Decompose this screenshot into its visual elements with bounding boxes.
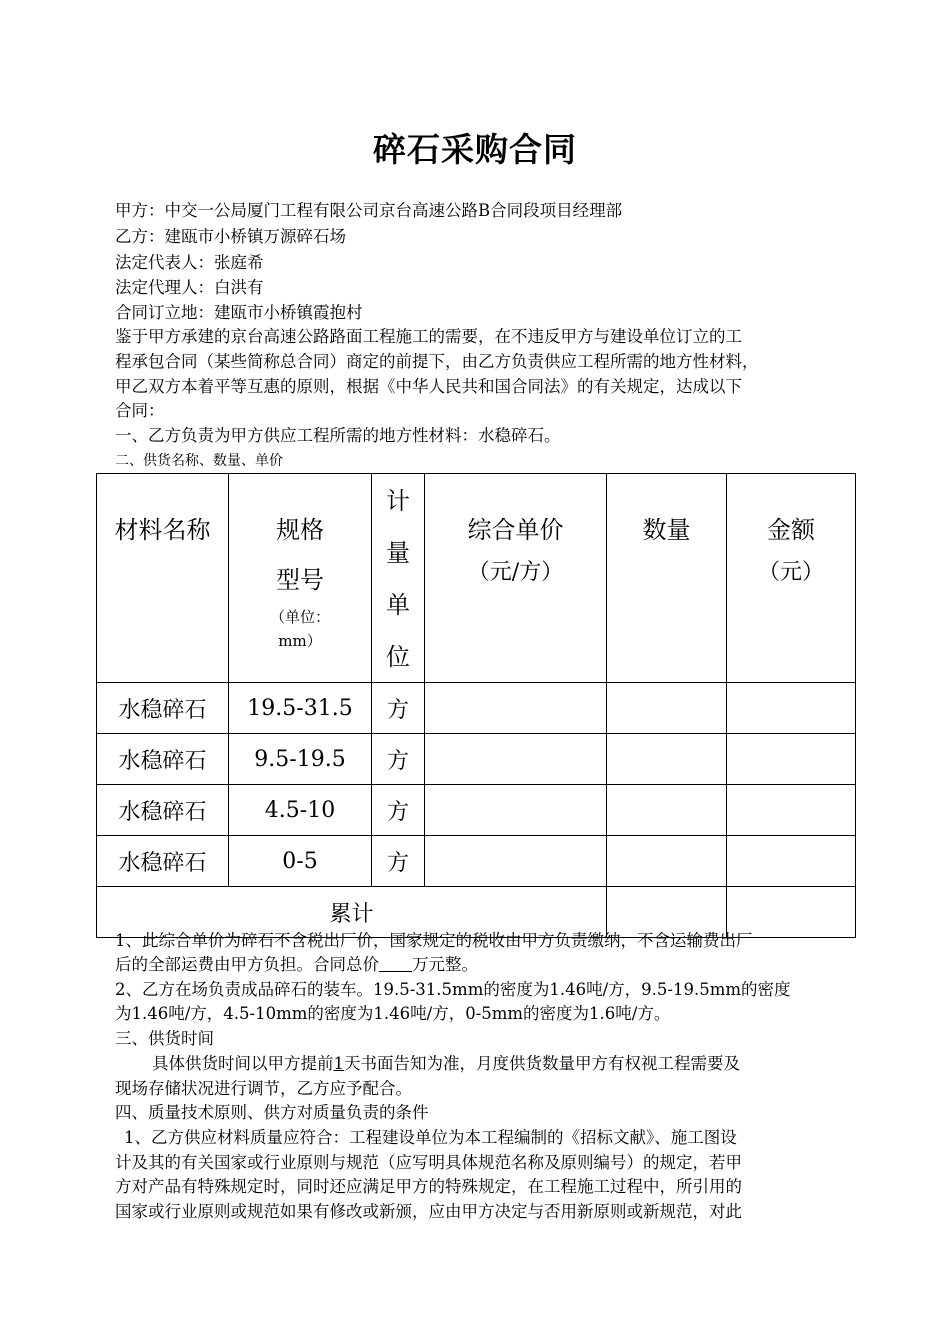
party-a: 甲方：中交一公局厦门工程有限公司京台高速公路B合同段项目经理部 (115, 201, 623, 220)
cell-price (425, 683, 607, 734)
delivery-line-2: 现场存储状况进行调节，乙方应予配合。 (115, 1079, 412, 1098)
cell-price (425, 836, 607, 887)
cell-unit: 方 (372, 785, 425, 836)
section-1: 一、乙方负责为甲方供应工程所需的地方性材料：水稳碎石。 (115, 426, 561, 445)
preamble-line-3: 甲乙双方本着平等互惠的原则，根据《中华人民共和国合同法》的有关规定，达成以下 (115, 377, 742, 396)
note-1-line-1: 1、此综合单价为碎石不含税出厂价，国家规定的税收由甲方负责缴纳，不含运输费出厂 (115, 931, 753, 950)
cell-quantity (607, 683, 727, 734)
header-unit: 计 量 单 位 (372, 474, 425, 683)
cell-quantity (607, 734, 727, 785)
quality-line-2: 计及其的有关国家或行业原则与规范（应写明具体规范名称及原则编号）的规定，若甲 (115, 1153, 742, 1172)
header-spec-unit-1: （单位： (269, 608, 330, 626)
cell-unit: 方 (372, 734, 425, 785)
table-header-row (97, 474, 856, 683)
table-row (97, 785, 856, 836)
note-2-line-1: 2、乙方在场负责成品碎石的装车。19.5-31.5mm的密度为1.46吨/方，9.5-19.5mm的密度 (115, 980, 791, 999)
table-row (97, 836, 856, 887)
supply-table (96, 473, 856, 938)
cell-spec: 9.5-19.5 (229, 734, 372, 785)
cell-unit: 方 (372, 836, 425, 887)
section-3: 三、供货时间 (115, 1029, 214, 1048)
legal-representative: 法定代表人：张庭希 (115, 253, 264, 272)
cell-material-name: 水稳碎石 (97, 785, 229, 836)
cell-material-name: 水稳碎石 (97, 683, 229, 734)
party-b: 乙方：建瓯市小桥镇万源碎石场 (115, 227, 346, 246)
preamble-line-1: 鉴于甲方承建的京台高速公路路面工程施工的需要，在不违反甲方与建设单位订立的工 (115, 327, 742, 346)
note-1-line-2: 后的全部运费由甲方负担。合同总价 万元整。 (115, 955, 478, 974)
total-label: 累计 (97, 887, 607, 938)
cell-amount (727, 734, 856, 785)
cell-quantity (607, 785, 727, 836)
cell-amount (727, 836, 856, 887)
cell-amount (727, 683, 856, 734)
header-material-name: 材料名称 (97, 474, 229, 683)
preamble-line-4: 合同： (115, 401, 165, 420)
cell-amount (727, 785, 856, 836)
delivery-line-1: 具体供货时间以甲方提前1天书面告知为准，月度供货数量甲方有权视工程需要及 (152, 1054, 740, 1073)
header-spec: 规格 型号 （单位： mm） (229, 474, 372, 683)
quality-line-4: 国家或行业原则或规范如果有修改或新颁，应由甲方决定与否用新原则或新规范，对此 (115, 1202, 742, 1221)
cell-spec: 19.5-31.5 (229, 683, 372, 734)
signing-place: 合同订立地：建瓯市小桥镇霞抱村 (115, 303, 363, 322)
cell-price (425, 734, 607, 785)
cell-price (425, 785, 607, 836)
page-title: 碎石采购合同 (373, 130, 577, 169)
header-quantity: 数量 (607, 474, 727, 683)
cell-unit: 方 (372, 683, 425, 734)
table-row (97, 683, 856, 734)
note-2-line-2: 为1.46吨/方，4.5-10mm的密度为1.46吨/方，0-5mm的密度为1.6吨/方。 (115, 1004, 671, 1023)
legal-agent: 法定代理人：白洪有 (115, 278, 264, 297)
notice-days: 1 (333, 1054, 344, 1073)
cell-material-name: 水稳碎石 (97, 734, 229, 785)
header-amount: 金额 （元） (727, 474, 856, 683)
section-4: 四、质量技术原则、供方对质量负责的条件 (115, 1103, 429, 1122)
preamble-line-2: 程承包合同（某些简称总合同）商定的前提下，由乙方负责供应工程所需的地方性材料， (115, 352, 759, 371)
quality-line-1: 1、乙方供应材料质量应符合：工程建设单位为本工程编制的《招标文献》、施工图设 (124, 1128, 737, 1147)
section-2: 二、供货名称、数量、单价 (115, 453, 283, 469)
cell-quantity (607, 836, 727, 887)
cell-material-name: 水稳碎石 (97, 836, 229, 887)
header-spec-unit-2: mm） (278, 632, 322, 650)
cell-spec: 4.5-10 (229, 785, 372, 836)
header-unit-price: 综合单价 （元/方） (425, 474, 607, 683)
table-row (97, 734, 856, 785)
cell-spec: 0-5 (229, 836, 372, 887)
quality-line-3: 方对产品有特殊规定时，同时还应满足甲方的特殊规定，在工程施工过程中，所引用的 (115, 1177, 742, 1196)
